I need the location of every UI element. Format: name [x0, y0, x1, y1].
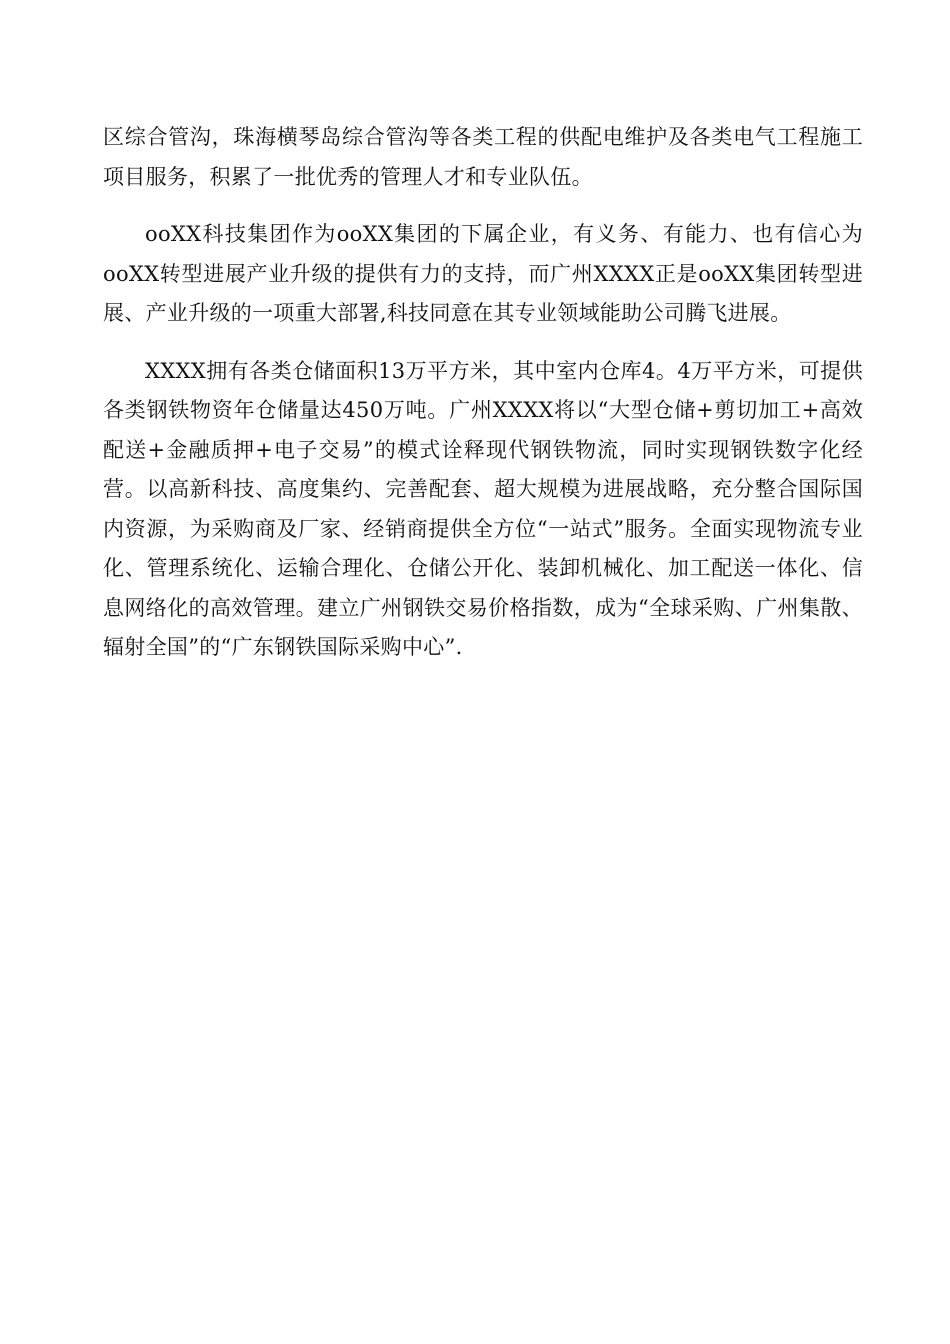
paragraph-group-support: ooXX科技集团作为ooXX集团的下属企业，有义务、有能力、也有信心为ooXX转型进展产业升级的提供有力的支持，而广州XXXX正是ooXX集团转型进展、产业升级的一项重大部署,科技同意在其专业领域能助公司腾飞进展。	[103, 222, 863, 325]
document-body	[103, 118, 863, 686]
paragraph-continuation: 区综合管沟，珠海横琴岛综合管沟等各类工程的供配电维护及各类电气工程施工项目服务，积累了一批优秀的管理人才和专业队伍。	[103, 125, 863, 189]
paragraph-warehouse-logistics: XXXX拥有各类仓储面积13万平方米，其中室内仓库4。4万平方米，可提供各类钢铁物资年仓储量达450万吨。广州XXXX将以“大型仓储+剪切加工+高效配送+金融质押+电子交易”的模式诠释现代钢铁物流，同时实现钢铁数字化经营。以高新科技、高度集约、完善配套、超大规模为进展战略，充分整合国际国内资源，为采购商及厂家、经销商提供全方位“一站式”服务。全面实现物流专业化、管理系统化、运输合理化、仓储公开化、装卸机械化、加工配送一体化、信息网络化的高效管理。建立广州钢铁交易价格指数，成为“全球采购、广州集散、辐射全国”的“广东钢铁国际采购中心”.	[103, 358, 863, 659]
